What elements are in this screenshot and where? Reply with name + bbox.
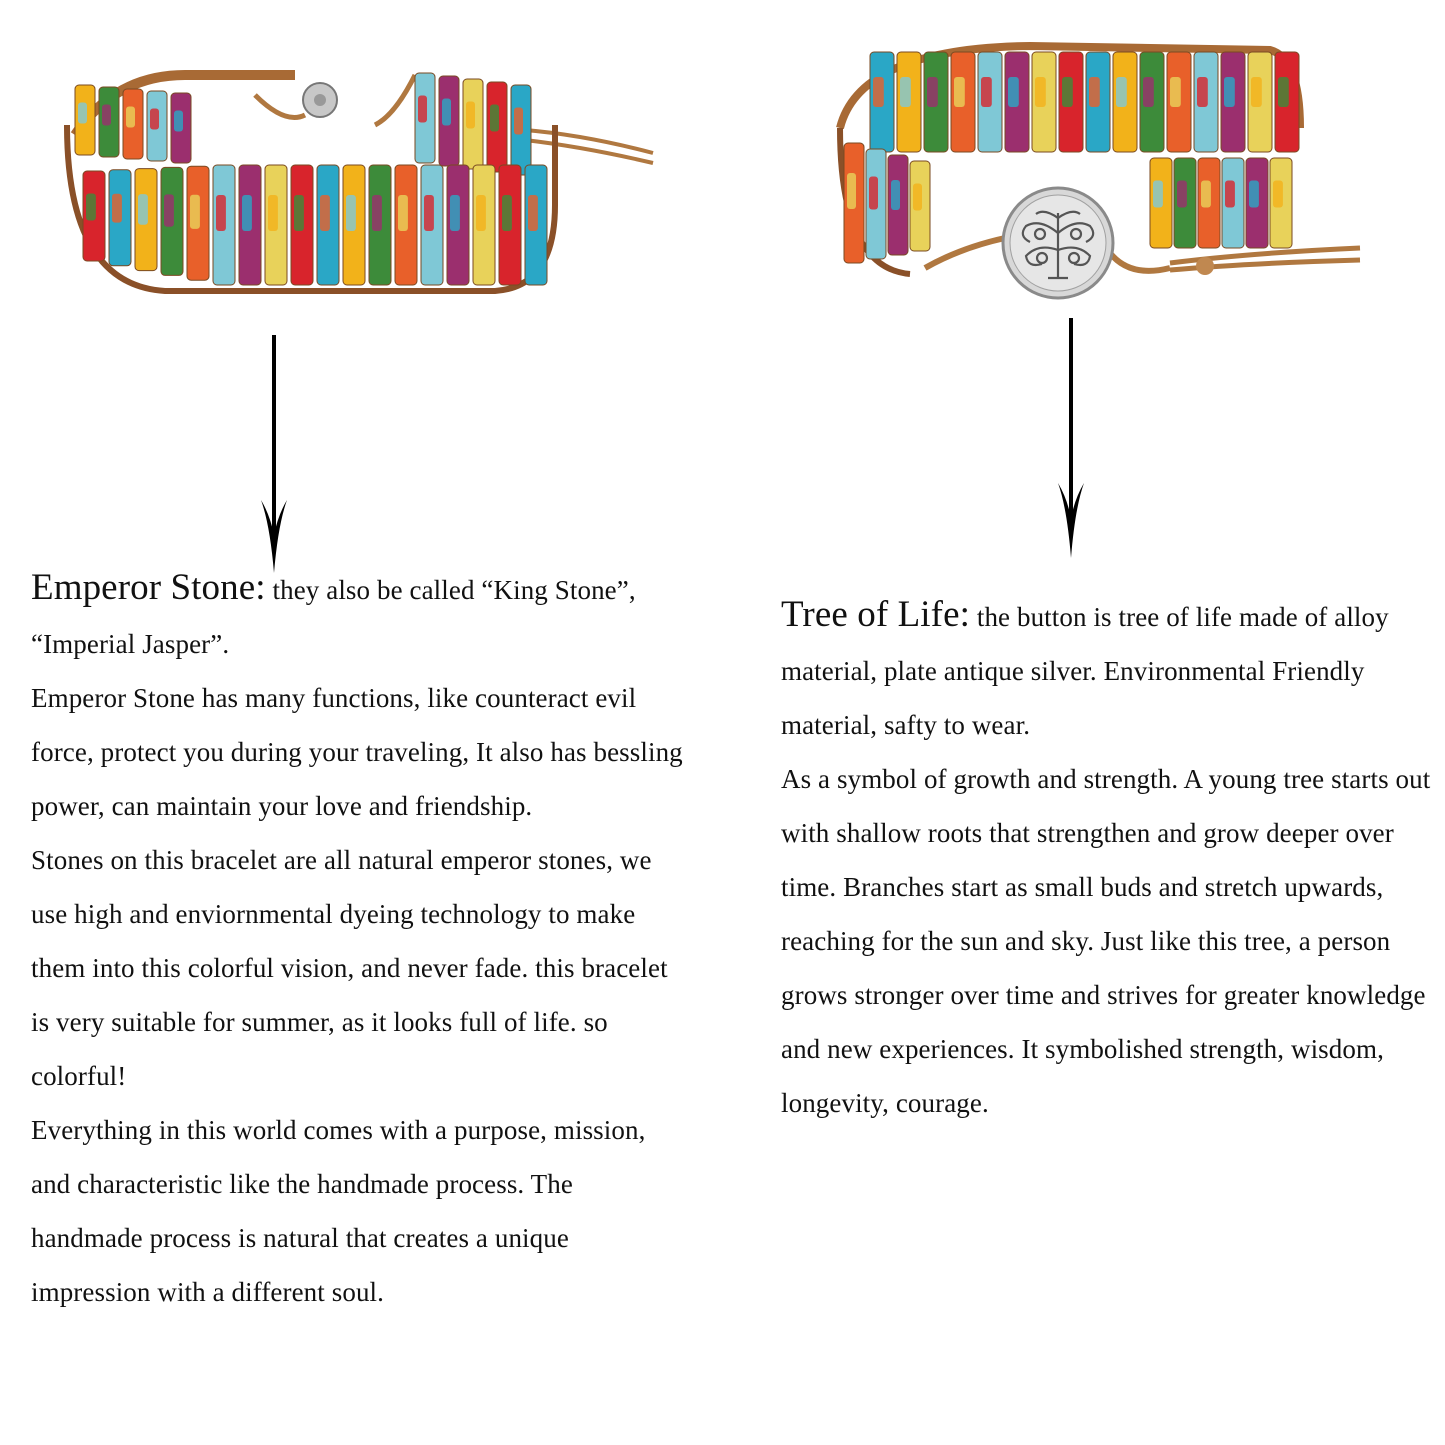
tree-of-life-paragraph: As a symbol of growth and strength. A young tree starts out with shallow roots that strengthen and grow deeper over time. Branches start as small buds and stretch upwards, reaching for the sun and sky. Just like this tree, a person grows stronger over time and strives for greater knowledge and new experiences. It symbolished strength, wisdom, longevity, courage.	[781, 764, 1431, 1118]
emperor-stone-heading: Emperor Stone:	[31, 567, 266, 608]
down-arrow-icon	[258, 335, 290, 575]
tree-of-life-button-bracelet-photo	[830, 38, 1365, 308]
emperor-stone-paragraph: Stones on this bracelet are all natural emperor stones, we use high and enviornmental dyeing technology to make them into this colorful vision, and never fade. this bracelet is very suitable for summer, as it looks full of life. so colorful!	[31, 845, 668, 1091]
tree-of-life-heading-rest: the button is tree of life made of alloy material, plate antique silver. Environmental Friendly material, safty to wear.	[781, 602, 1389, 740]
emperor-stone-paragraph: Emperor Stone has many functions, like counteract evil force, protect you during your traveling, It also has bessling power, can maintain your love and friendship.	[31, 683, 683, 821]
emperor-stone-heading-rest: they also be called “King Stone”, “Imperial Jasper”.	[31, 575, 636, 659]
emperor-stone-description	[31, 561, 691, 1319]
emperor-stone-paragraph: Everything in this world comes with a purpose, mission, and characteristic like the handmade process. The handmade process is natural that creates a unique impression with a different soul.	[31, 1115, 646, 1307]
down-arrow-icon	[1055, 318, 1087, 560]
tree-of-life-description	[781, 588, 1436, 1130]
emperor-stone-intro	[31, 561, 691, 671]
tree-of-life-heading: Tree of Life:	[781, 594, 970, 635]
emperor-stone-bracelet-photo	[55, 55, 655, 305]
tree-of-life-intro	[781, 588, 1436, 752]
